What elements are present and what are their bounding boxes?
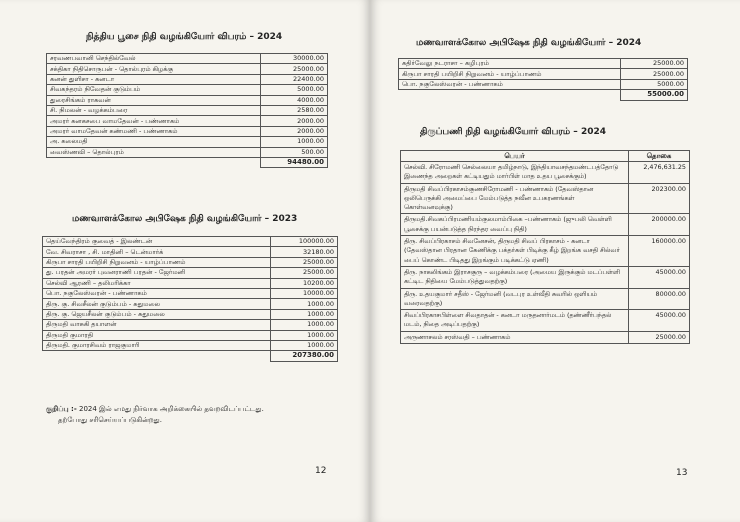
donor-name: செல்வி. சிரோமணி செல்லையா தமிழ்நாடு, இந்தியாவசந்தமண்டபத்தோடு இணைந்த அறைகள் கட்டியதும் மார்பிள் மாத உதய பூசைக்கும்) [401, 162, 629, 184]
donation-amount: 45000.00 [629, 266, 690, 288]
total-row [399, 90, 688, 100]
donation-amount: 1000.00 [271, 309, 338, 319]
note-line1: 2024 இல் எமது நிர்வாக அறிக்கையில் தவறவிடப்பட்டது. [79, 405, 264, 413]
nithya-heading: நித்திய பூசை நிதி வழங்கியோர் விபரம் – 2024 [86, 32, 283, 42]
table-row [43, 299, 338, 309]
total-spacer [47, 157, 261, 167]
table-row [43, 340, 338, 350]
donor-name: சிவப்பிரகாசபிள்ளை சிவதாதன் - கனடா மருதனார்மடம் (தண்ணீர்பந்தல் மடம், நிதை அடிப்பதற்கு) [401, 310, 629, 332]
table-row [43, 237, 338, 247]
total-row [47, 157, 328, 167]
donor-name: திருமதி குமாரதி [43, 330, 271, 340]
total-row [43, 351, 338, 361]
donation-amount: 22400.00 [261, 74, 328, 84]
donation-amount: 4000.00 [261, 95, 328, 105]
donation-amount: 10000.00 [271, 288, 338, 298]
donor-name: கனன் துளிசா - கனடா [47, 74, 261, 84]
table-row [399, 59, 688, 69]
table-row [43, 320, 338, 330]
col-amount-header: தொகை [629, 151, 690, 162]
donor-name: திருமதி.சிவகப்பிரமணியம்குலமாம்பிகை –பண்ணாகம் (ஜுபலி வெள்ளி பூசைக்கு பயன்படுத்த நிரந்தர வைப்பு நிதி) [401, 214, 629, 236]
table-row [47, 54, 328, 64]
table-row [43, 309, 338, 319]
donor-name: சரவணபவானி செந்தில்வேல் [47, 54, 261, 64]
donation-amount: 25000.00 [261, 64, 328, 74]
total-amount: 94480.00 [261, 157, 328, 167]
table-row [401, 183, 690, 214]
abhishekam2023-heading: மணவாளக்கோல அபிஷேக நிதி வழங்கியோர் – 2023 [72, 214, 298, 224]
table-row [43, 288, 338, 298]
donor-name: பொ. நகுலேஸ்வரன் - பண்ணாகம் [399, 79, 621, 89]
table-row [47, 147, 328, 157]
table-row [43, 278, 338, 288]
donation-amount: 45000.00 [629, 310, 690, 332]
donor-name: வைஸ்ணவி – தொல்புரம் [47, 147, 261, 157]
donor-name: திருமதி. குமாரசிவம் ராஜகுமாரி [43, 340, 271, 350]
table-row [47, 95, 328, 105]
donation-amount: 32180.00 [271, 247, 338, 257]
donor-name: திரு. கு. ஜெயசீலன் குடும்பம் - சுதுமலை [43, 309, 271, 319]
donation-amount: 500.00 [261, 147, 328, 157]
donor-name: சி. நிமலன் - வழக்கம்பரை [47, 105, 261, 115]
right-page [370, 0, 740, 522]
table-row [47, 74, 328, 84]
col-name-header: பெயர் [401, 151, 629, 162]
thiruppani-header-row [401, 151, 690, 162]
abhishekam2024-table [398, 58, 688, 101]
donor-name: அ. கலைமதி [47, 137, 261, 147]
table-row [401, 288, 690, 310]
table-row [401, 162, 690, 184]
donation-amount: 80000.00 [629, 288, 690, 310]
donor-name: சக்திகா நிதிசொருபன் - தொல்புரம் கிழக்கு [47, 64, 261, 74]
thiruppani-table [400, 150, 690, 344]
donor-name: திரு. நாகலிங்கம் இராசகுரு – வழக்கம்பரை (அமைய இருக்கும் மடப்பள்ளி கட்டிட நிதியை மேம்படுத்துவதற்கு) [401, 266, 629, 288]
abhishekam2024-heading: மணவாளக்கோல அபிஷேக நிதி வழங்கியோர் – 2024 [416, 38, 642, 48]
table-row [43, 257, 338, 267]
donor-name: திரு. கு. சிவசீலன் குடும்பம் - சுதுமலை [43, 299, 271, 309]
donor-name: வே. சிவராசா , சி. மாதினி – டென்மார்க் [43, 247, 271, 257]
donor-name: கதிர்வேலு நடராசா – கழிபுரம் [399, 59, 621, 69]
page-number-left: 12 [315, 466, 327, 476]
table-row [399, 69, 688, 79]
donor-name: துரைசிங்கம் ராகவன் [47, 95, 261, 105]
donation-amount: 160000.00 [629, 236, 690, 267]
donor-name: அருணாசலம் சரஸ்வதி – பண்ணாகம் [401, 331, 629, 343]
donor-name: கிருபா சாரதி பயிறிசி நிறுவனம் - யாழ்ப்பாணம் [43, 257, 271, 267]
donation-amount: 25000.00 [629, 331, 690, 343]
table-row [401, 214, 690, 236]
table-row [43, 247, 338, 257]
table-row [47, 116, 328, 126]
donation-amount: 2,476,631.25 [629, 162, 690, 184]
donor-name: திருமதி சிவப்பிரகாசம்குணசிரோமணி - பண்ணாகம் (தேவஸ்தான ஒலிபெருக்கி அமைப்பை மேம்படுத்த நவீன உபகரணங்கள் கொள்வனவுக்கு) [401, 183, 629, 214]
donation-amount: 25000.00 [621, 69, 688, 79]
donation-amount: 1000.00 [271, 340, 338, 350]
table-row [47, 126, 328, 136]
donation-amount: 2000.00 [261, 126, 328, 136]
donation-amount: 202300.00 [629, 183, 690, 214]
donation-amount: 5000.00 [621, 79, 688, 89]
donor-name: திருமதி வாசுகி தயாளன் [43, 320, 271, 330]
donation-amount: 1000.00 [261, 137, 328, 147]
donor-name: செல்வி ஆரணி – தலிமரிக்கா [43, 278, 271, 288]
table-row [401, 266, 690, 288]
table-row [401, 331, 690, 343]
donor-name: சிவகந்தரம் நிவேதன் குடும்பம் [47, 85, 261, 95]
donation-amount: 30000.00 [261, 54, 328, 64]
donation-amount: 100000.00 [271, 237, 338, 247]
note-line2: தற்போது சரிசெய்யப்படுகின்றது. [58, 416, 162, 424]
donation-amount: 1000.00 [271, 330, 338, 340]
donation-amount: 2580.00 [261, 105, 328, 115]
table-row [47, 64, 328, 74]
note-label: குறிப்பு :- [46, 405, 77, 413]
table-row [47, 105, 328, 115]
table-row [43, 268, 338, 278]
table-row [47, 137, 328, 147]
total-amount: 55000.00 [621, 90, 688, 100]
donor-name: திரு. உதயகுமார் சதீஸ் - ஜேர்மனி (வடபுர உள்வீதி சுவரில் ஒளியம் வரைவதற்கு) [401, 288, 629, 310]
donor-name: து. பரதன் அமரர் புவனராணி பரதன் - ஜேர்மனி [43, 268, 271, 278]
nithya-table [46, 53, 328, 168]
donation-amount: 5000.00 [261, 85, 328, 95]
donation-amount: 25000.00 [271, 268, 338, 278]
donor-name: அமரர் கனகசபை வாமதேவன் - பண்ணாகம் [47, 116, 261, 126]
table-row [399, 79, 688, 89]
donation-amount: 2000.00 [261, 116, 328, 126]
abhishekam2023-table [42, 236, 338, 362]
total-amount: 207380.00 [271, 351, 338, 361]
note [46, 404, 264, 426]
donor-name: பொ. நகுலேஸ்வரன் - பண்ணாகம் [43, 288, 271, 298]
table-row [47, 85, 328, 95]
donation-amount: 1000.00 [271, 299, 338, 309]
donation-amount: 10200.00 [271, 278, 338, 288]
table-row [401, 236, 690, 267]
total-spacer [399, 90, 621, 100]
donor-name: திரு. சிவப்பிரகாசம் சிவனேசன், திருமதி சிவப் பிரகாசம் - கனடா (தேவஸ்தான பிரதான கேணிக்கு பக்தர்கள் பிடிக்கு கீழ் இறங்க வசதி சில்வர் பைப் கொண்ட பிடிதது இறங்கும் படிக்கட்டு ஏணி) [401, 236, 629, 267]
donation-amount: 25000.00 [621, 59, 688, 69]
donation-amount: 25000.00 [271, 257, 338, 267]
donation-amount: 1000.00 [271, 320, 338, 330]
donation-amount: 200000.00 [629, 214, 690, 236]
donor-name: தெய்வேந்திரம் குவைத் - இலண்டன் [43, 237, 271, 247]
table-row [43, 330, 338, 340]
table-row [401, 310, 690, 332]
donor-name: அமரர் வாமதேவன் கண்மணி - பண்ணாகம் [47, 126, 261, 136]
donor-name: கிருபா சாரதி பயிறிசி நிறுவனம் - யாழ்ப்பாணம் [399, 69, 621, 79]
total-spacer [43, 351, 271, 361]
page-number-right: 13 [676, 468, 688, 478]
thiruppani-heading: திருப்பணி நிதி வழங்கியோர் விபரம் – 2024 [420, 127, 606, 137]
